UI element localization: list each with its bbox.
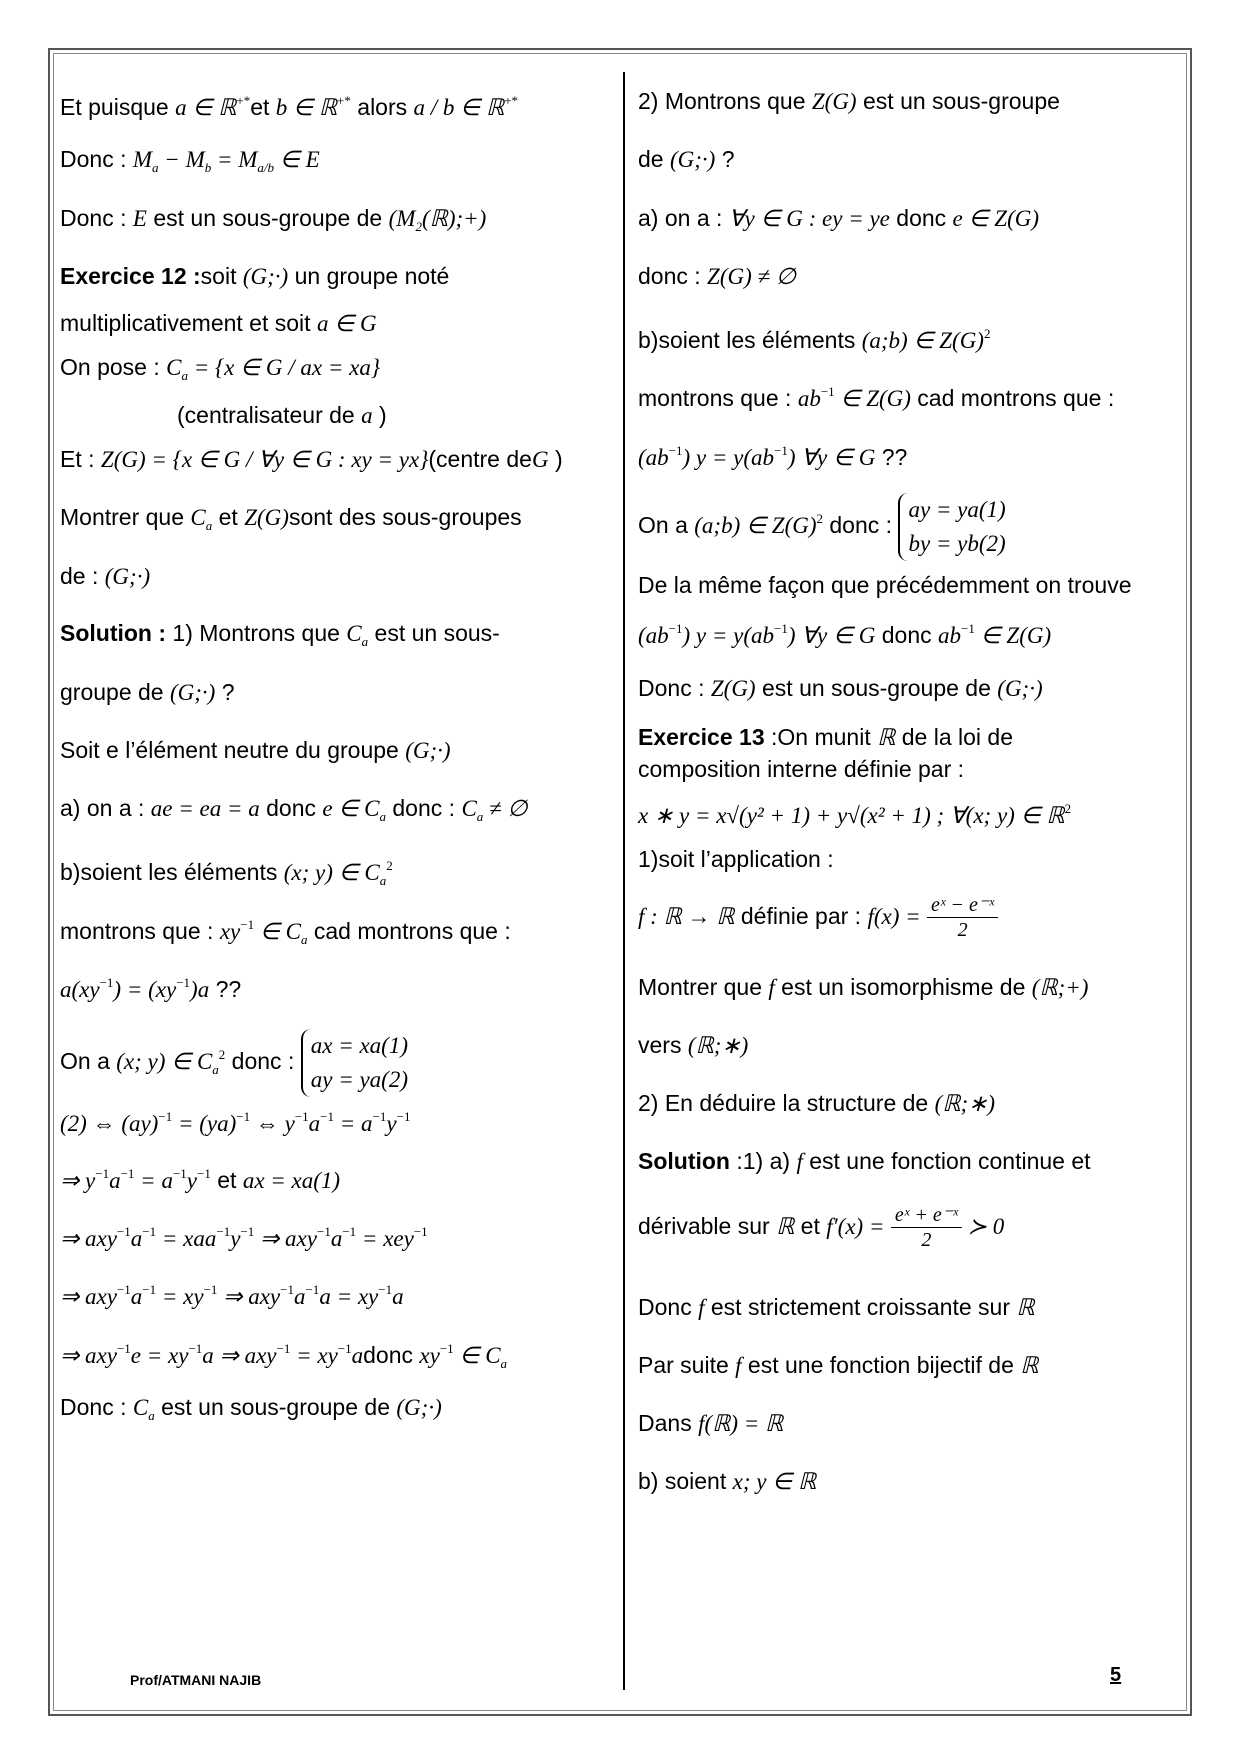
fraction: $\frac{\text{eˣ + e⁻ˣ}}{2}$ [891,1203,962,1252]
equation-system: ax = xa(1) ay = ya(2) [301,1029,408,1097]
equation-system: ay = ya(1) by = yb(2) [898,493,1005,561]
text-line: Montrer que $C_a$ et Z(G)sont des sous-groupes [60,504,522,533]
math-line: ⇒ $axy^{-1}e = xy^{-1}a$ ⇒ $axy^{-1} = xy^{-1}adonc$ $xy^{-1}$ ∈ $C_a$ [60,1341,508,1371]
text-line: a) on a : ∀y ∈ G : ey = ye donc e ∈ Z(G) [638,205,1040,231]
math-line: $(ab^{-1}) y = y(ab^{-1})$ ∀y ∈ G donc $ab^{-1}$ ∈ Z(G) [638,621,1052,648]
text-line: 2) En déduire la structure de (ℝ;∗) [638,1090,996,1116]
math-line: (2) ⇔ (ay)$^{-1}$ = (ya)$^{-1}$ ⇔ $y^{-1}a^{-1} = a^{-1}y^{-1}$ [60,1109,411,1136]
text-line: de (G;·) ? [638,146,735,172]
page-number: 5 [1110,1664,1122,1686]
text-line: Montrer que f est un isomorphisme de (ℝ;+) [638,974,1089,1000]
text-line: Donc : E est un sous-groupe de $(M_2(ℝ);+)$ [60,205,487,234]
text-line: Donc : Z(G) est un sous-groupe de (G;·) [638,675,1043,701]
text-line: de : (G;·) [60,563,151,589]
text-line: donc : Z(G) ≠ ∅ [638,263,796,289]
math-line: $a(xy^{-1}) = (xy^{-1})a$ ?? [60,975,242,1002]
exercise-12-title: Exercice 12 :soit (G;·) un groupe noté [60,263,450,289]
text-line: Dans f(ℝ) = ℝ [638,1410,784,1436]
text-line: 1)soit l’application : [638,846,834,872]
fraction: $\frac{\text{eˣ − e⁻ˣ}}{2}$ [927,893,998,942]
exercise-13-title: Exercice 13 :On munit ℝ de la loi de [638,724,1013,750]
text-line: 2) Montrons que Z(G) est un sous-groupe [638,88,1060,114]
text-line: Par suite f est une fonction bijectif de ℝ [638,1352,1039,1378]
text-line: Donc : $C_a$ est un sous-groupe de (G;·) [60,1394,442,1423]
text-line: multiplicativement et soit a ∈ G [60,310,377,336]
math-line: ⇒ $axy^{-1}a^{-1} = xaa^{-1}y^{-1}$ ⇒ $axy^{-1}a^{-1} = xey^{-1}$ [60,1224,428,1251]
math-line: f : ℝ → ℝ définie par : f(x) = $\frac{\text{eˣ − e⁻ˣ}}{2}$ [638,884,998,949]
math-line: On pose : $C_a = \{x$ ∈ G / ax = xa} [60,354,381,383]
math-line: dérivable sur ℝ et f′(x) = $\frac{\text{eˣ + e⁻ˣ}}{2}$ ≻ 0 [638,1204,1005,1252]
text-line: composition interne définie par : [638,756,965,782]
text-line: a) on a : ae = ea = a donc e ∈ $C_a$ donc : $C_a$ ≠ ∅ [60,795,528,824]
text-line: montrons que : $ab^{-1}$ ∈ Z(G) cad montrons que : [638,384,1115,411]
text-line: b)soient les éléments (x; y) ∈ $C_a^2$ [60,858,393,888]
text-line: groupe de (G;·) ? [60,679,235,705]
text-line: vers (ℝ;∗) [638,1032,749,1058]
text-line: Donc f est strictement croissante sur ℝ [638,1294,1035,1320]
text-line: De la même façon que précédemment on trouve [638,572,1132,598]
solution-title: Solution :1) a) f est une fonction continue et [638,1148,1091,1174]
math-line: $(ab^{-1}) y = y(ab^{-1})$ ∀y ∈ G ?? [638,443,908,470]
solution-title: Solution : 1) Montrons que $C_a$ est un sous- [60,620,500,649]
math-line: Donc : $M_a - M_b = M_{a/b}$ ∈ E [60,146,320,175]
math-line: On a (x; y) ∈ $C_a^2$ donc : ax = xa(1) ay = ya(2) [60,1018,408,1107]
math-line: ⇒ $y^{-1}a^{-1} = a^{-1}y^{-1}$ et ax = xa(1) [60,1166,341,1193]
math-line: x ∗ y = x√(y² + 1) + y√(x² + 1) ; ∀(x; y) ∈ ℝ$^2$ [638,801,1072,828]
math-line: ⇒ $axy^{-1}a^{-1} = xy^{-1}$ ⇒ $axy^{-1}a^{-1}a = xy^{-1}a$ [60,1282,404,1309]
author-footer: Prof/ATMANI NAJIB [130,1672,262,1688]
text-line: (centralisateur de a ) [177,402,387,428]
math-line: Et : Z(G) = {x ∈ G / ∀y ∈ G : xy = yx}(centre deG ) [60,446,563,472]
text-line: b)soient les éléments (a;b) ∈ $Z(G)^2$ [638,326,991,353]
column-divider [623,72,625,1690]
text-line: Et puisque a ∈ ℝ+*et b ∈ ℝ+* alors a / b ∈ ℝ+* [60,93,519,120]
text-line: montrons que : $xy^{-1}$ ∈ $C_a$ cad montrons que : [60,917,511,947]
text-line: b) soient x; y ∈ ℝ [638,1468,817,1494]
text-line: Soit e l’élément neutre du groupe (G;·) [60,737,451,763]
math-line: On a (a;b) ∈ $Z(G)^2$ donc : ay = ya(1) by = yb(2) [638,482,1006,563]
